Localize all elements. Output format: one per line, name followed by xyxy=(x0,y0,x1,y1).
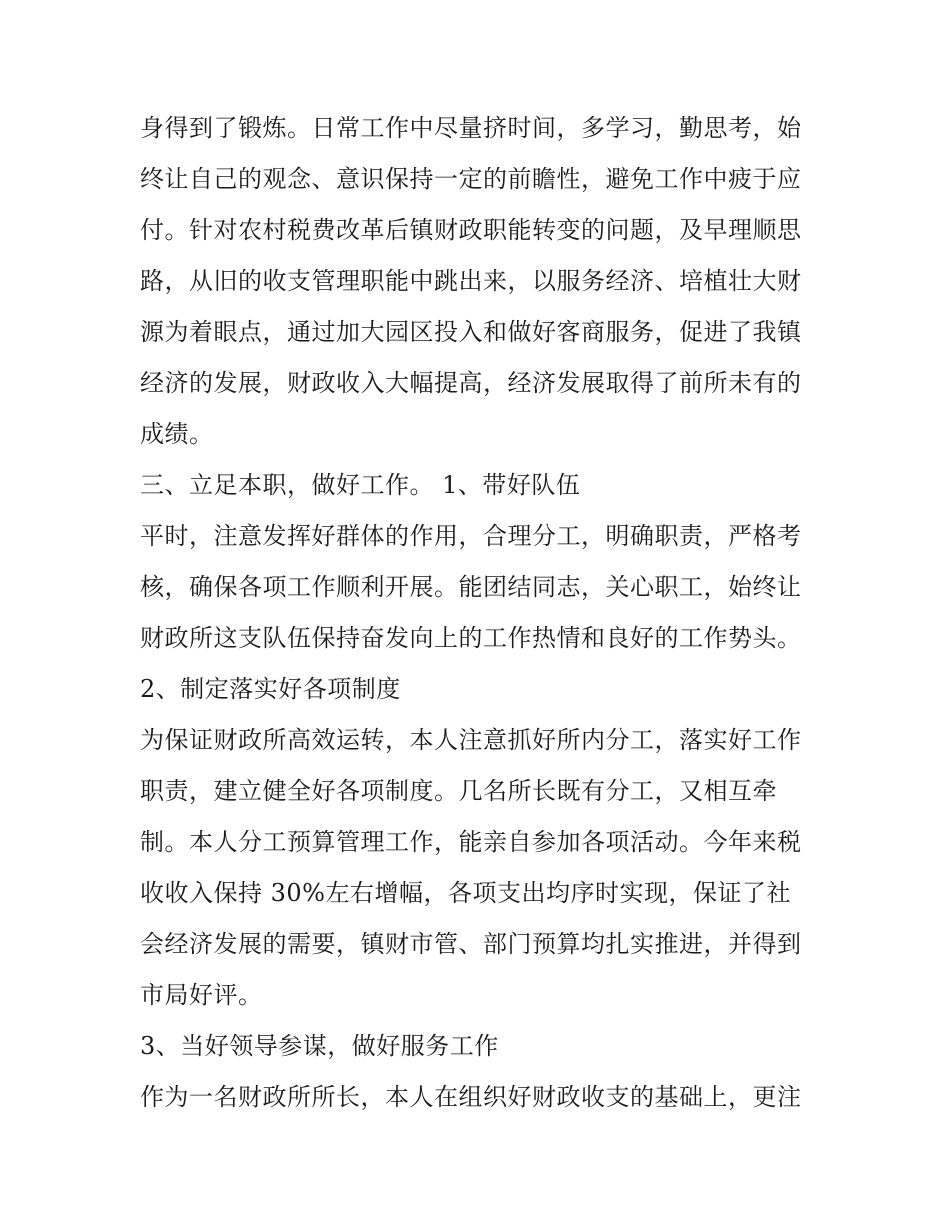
paragraph-line: 市局好评。 xyxy=(140,981,263,1009)
paragraph-line: 付。针对农村税费改革后镇财政职能转变的问题，及早理顺思 xyxy=(140,216,802,244)
paragraph-line: 平时，注意发挥好群体的作用，合理分工，明确职责，严格考 xyxy=(140,522,802,550)
paragraph-line: 会经济发展的需要，镇财市管、部门预算均扎实推进，并得到 xyxy=(140,930,802,958)
subsection-heading: 3、当好领导参谋，做好服务工作 xyxy=(140,1032,499,1060)
paragraph-line: 身得到了锻炼。日常工作中尽量挤时间，多学习，勤思考，始 xyxy=(140,114,802,142)
paragraph-line: 经济的发展，财政收入大幅提高，经济发展取得了前所未有的 xyxy=(140,369,802,397)
paragraph-line: 源为着眼点，通过加大园区投入和做好客商服务，促进了我镇 xyxy=(140,318,802,346)
paragraph-line: 为保证财政所高效运转，本人注意抓好所内分工，落实好工作 xyxy=(140,726,802,754)
paragraph-line: 收收入保持 30%左右增幅，各项支出均序时实现，保证了社 xyxy=(140,879,791,907)
paragraph-line: 成绩。 xyxy=(140,420,214,448)
paragraph-line: 职责，建立健全好各项制度。几名所长既有分工，又相互牵 xyxy=(140,777,777,805)
subsection-heading: 2、制定落实好各项制度 xyxy=(140,675,401,703)
paragraph-line: 制。本人分工预算管理工作，能亲自参加各项活动。今年来税 xyxy=(140,828,802,856)
paragraph-line: 核，确保各项工作顺利开展。能团结同志，关心职工，始终让 xyxy=(140,573,802,601)
paragraph-line: 作为一名财政所所长，本人在组织好财政收支的基础上，更注 xyxy=(140,1083,802,1111)
paragraph-line: 路，从旧的收支管理职能中跳出来，以服务经济、培植壮大财 xyxy=(140,267,802,295)
paragraph-line: 财政所这支队伍保持奋发向上的工作热情和良好的工作势头。 xyxy=(140,624,802,652)
paragraph-line: 终让自己的观念、意识保持一定的前瞻性，避免工作中疲于应 xyxy=(140,165,802,193)
section-heading: 三、立足本职，做好工作。 1、带好队伍 xyxy=(140,471,581,499)
